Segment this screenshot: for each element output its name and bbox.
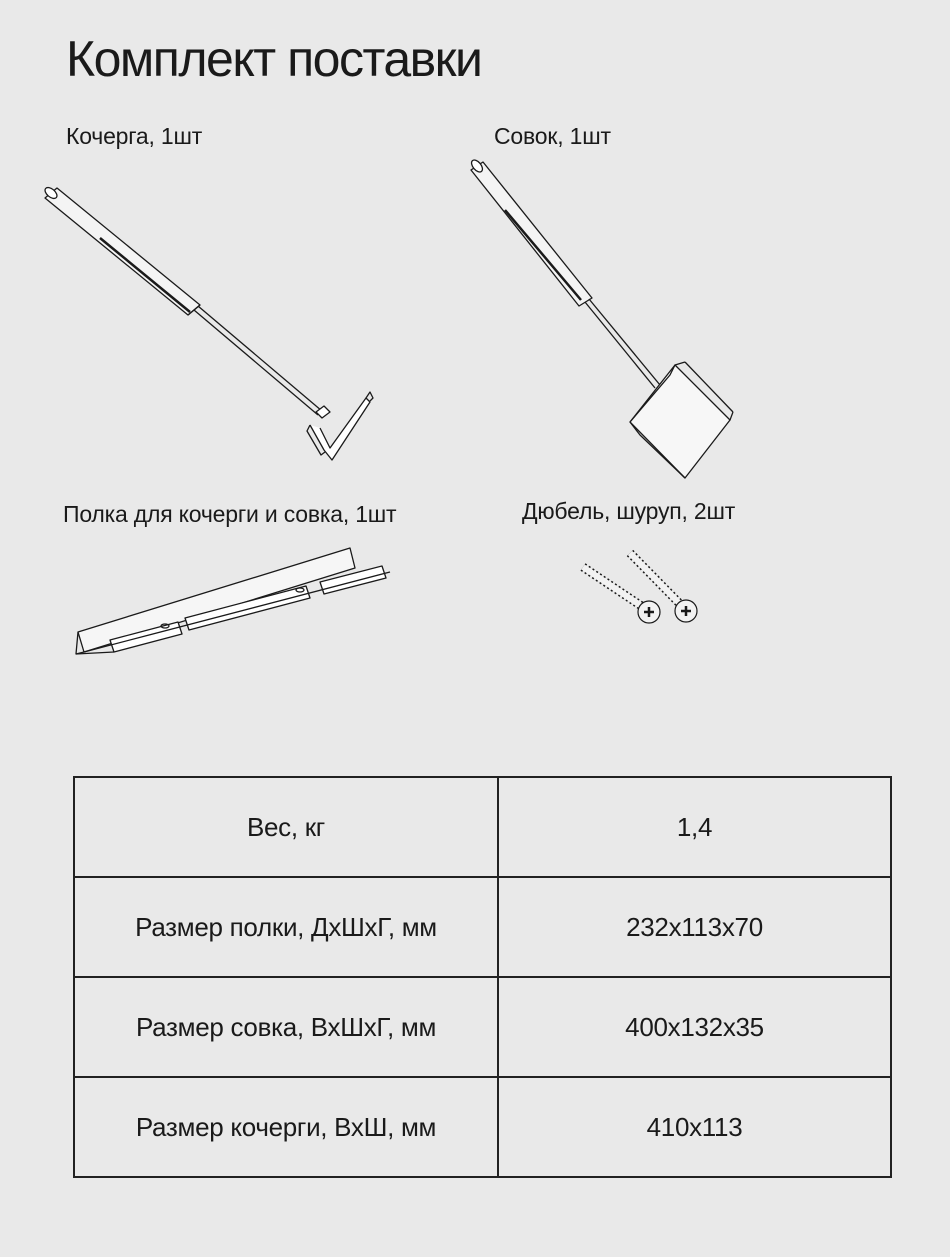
spec-value: 1,4 [498,777,891,877]
spec-key: Размер совка, ВхШхГ, мм [74,977,498,1077]
scoop-icon [465,150,745,485]
screws-icon [575,545,710,630]
poker-icon [40,180,380,470]
spec-value: 232х113х70 [498,877,891,977]
specs-table [73,776,892,1178]
table-row [74,977,891,1077]
table-row [74,777,891,877]
shelf-label: Полка для кочерги и совка, 1шт [63,501,397,527]
spec-key: Размер полки, ДхШхГ, мм [74,877,498,977]
poker-label: Кочерга, 1шт [66,123,203,149]
spec-key: Вес, кг [74,777,498,877]
table-row [74,1077,891,1177]
scoop-label: Совок, 1шт [494,123,611,149]
spec-key: Размер кочерги, ВхШ, мм [74,1077,498,1177]
page-title: Комплект поставки [66,31,482,87]
screws-label: Дюбель, шуруп, 2шт [522,498,736,524]
table-row [74,877,891,977]
shelf-icon [70,540,395,665]
spec-value: 410х113 [498,1077,891,1177]
spec-value: 400х132х35 [498,977,891,1077]
